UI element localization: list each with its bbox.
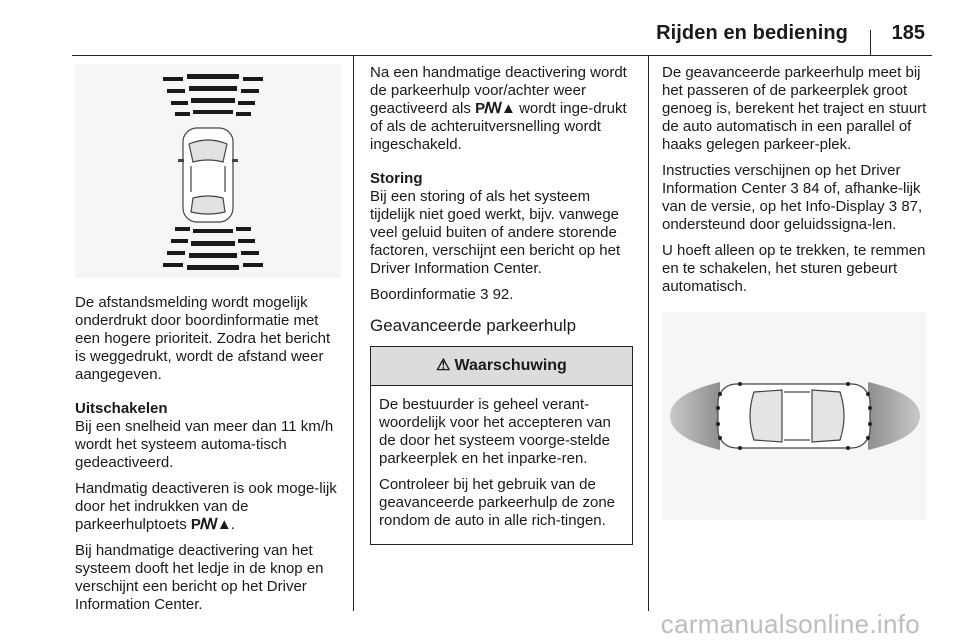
paragraph: De geavanceerde parkeerhulp meet bij het passeren of de parkeerplek groot genoeg is, berekent het traject en stuurt de auto automatisch in een parallel of haaks gelegen parkeer-plek.: [662, 64, 927, 153]
column-3: [662, 64, 930, 520]
page-ref-icon: 3: [790, 180, 799, 197]
section-title: Geavanceerde parkeerhulp: [370, 316, 577, 335]
park-assist-button-icon: Pꟿ▲: [190, 516, 231, 533]
page-ref-icon: 3: [888, 198, 898, 215]
paragraph: Bij handmatige deactivering van het systeem dooft het ledje in de knop en verschijnt een bericht op het Driver Information Center.: [75, 542, 324, 613]
paragraph: Bij een storing of als het systeem tijdelijk niet goed werkt, bijv. vanwege veel geluid buiten of andere storende factoren, verschijnt een bericht op het Driver Information Center.: [370, 188, 621, 277]
watermark: carmanualsonline.info: [660, 609, 920, 639]
park-assist-button-icon: Pꟿ▲: [475, 100, 515, 117]
warning-icon: ⚠: [436, 357, 451, 374]
paragraph: De bestuurder is geheel verant-woordelijk voor het accepteren van de door het systeem voorge-stelde parkeerplek en het inparke-ren.: [379, 396, 611, 467]
warning-box: [370, 346, 633, 545]
paragraph: Instructies verschijnen op het Driver Information Center 3 84 of, afhanke-lijk van de versie, op het Info-Display 3 87, ondersteund door geluidssigna-len.: [662, 162, 923, 233]
warning-body: [371, 386, 632, 544]
column-divider-1: [353, 56, 354, 611]
page-ref-link[interactable]: 84: [802, 180, 820, 197]
paragraph: De afstandsmelding wordt mogelijk onderdrukt door boordinformatie met een hogere prioriteit. Zodra het bericht is weggedrukt, wordt de afstand weer aangegeven.: [75, 294, 331, 383]
header-divider: [870, 30, 871, 55]
paragraph: Boordinformatie 3 92.: [370, 286, 514, 303]
paragraph: Bij een snelheid van meer dan 11 km/h wordt het systeem automa-tisch gedeactiveerd.: [75, 418, 334, 471]
paragraph: Na een handmatige deactivering wordt de parkeerhulp voor/achter weer geactiveerd als Pꟿ▲ wordt inge-drukt of als de achteruitversnelling wordt ingeschakeld.: [370, 64, 627, 153]
parking-sensor-display-figure: [75, 64, 341, 278]
page-section-title: Rijden en bediening: [656, 22, 848, 44]
warning-header: [371, 347, 632, 386]
page-ref-link[interactable]: 92: [492, 286, 510, 303]
sensor-zone-diagram: [662, 312, 926, 520]
heading-storing: Storing: [370, 170, 423, 187]
page-number: 185: [891, 22, 925, 44]
warning-title: Waarschuwing: [454, 357, 567, 374]
column-1: [75, 64, 345, 622]
column-2: [370, 64, 633, 545]
header-rule: [72, 55, 932, 56]
paragraph: Handmatig deactiveren is ook moge-lijk door het indrukken van de parkeerhulptoets Pꟿ▲.: [75, 480, 337, 533]
page-ref-link[interactable]: 87: [901, 198, 918, 215]
column-divider-2: [648, 56, 649, 611]
page-ref-icon: 3: [480, 286, 489, 303]
paragraph: U hoeft alleen op te trekken, te remmen en te schakelen, het sturen gebeurt automatisch.: [662, 242, 926, 295]
parking-sensor-diagram: [75, 64, 341, 278]
paragraph: Controleer bij het gebruik van de geavanceerde parkeerhulp de zone rondom de auto in alle rich-tingen.: [379, 476, 616, 529]
heading-uitschakelen: Uitschakelen: [75, 400, 168, 417]
advanced-park-assist-figure: [662, 312, 926, 520]
